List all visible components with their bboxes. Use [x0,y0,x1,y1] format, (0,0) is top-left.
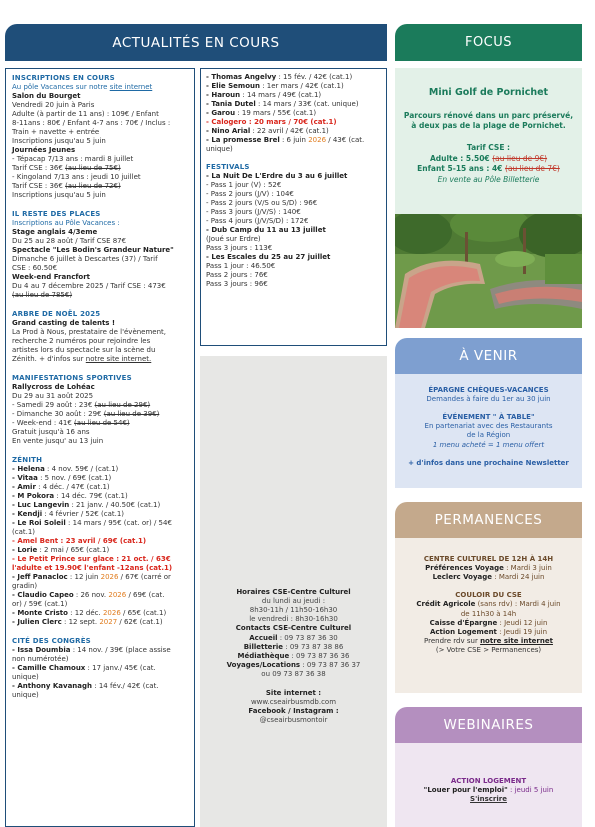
site-internet-link[interactable]: site internet [109,83,153,91]
section-congres: CITÉ DES CONGRÈS - Issa Doumbia : 14 nov. / 39€ (place assise non numérotée) - Camille Chamoux : 17 janv./ 45€ (cat. unique) - Anthony Kavanagh : 14 fév./ 42€ (cat. unique) [12,637,190,700]
social-handle[interactable]: @cseairbusmontoir [259,716,328,725]
site-internet-link[interactable]: notre site internet [480,637,553,646]
webinaires-box: ACTION LOGEMENT "Louer pour l'emploi" : jeudi 5 juin S'inscrire [395,743,582,827]
list-item: - Haroun : 14 mars / 49€ (cat.1) [206,91,322,99]
webinaires-header: WEBINAIRES [395,707,582,743]
list-item: - La promesse Brel : 6 juin 2026 / 43€ (cat. [206,136,365,144]
list-item: - Amel Bent : 23 avril / 69€ (cat.1) [12,537,147,545]
focus-box: Mini Golf de Pornichet Parcours rénové dans un parc préservé, à deux pas de la plage de Pornichet. Tarif CSE : Adulte : 5.50€ (au lieu de 9€) Enfant 5-15 ans : 4€ (au lieu de 7€) En vente au Pôle Billetterie [395,68,582,214]
list-item: - Luc Langevin : 21 janv. / 40.50€ (cat.1) [12,501,161,509]
list-item: - Anthony Kavanagh : 14 fév./ 42€ (cat. [12,682,159,690]
list-item: - M Pokora : 14 déc. 79€ (cat.1) [12,492,128,500]
list-item: - Thomas Angelvy : 15 fév. / 42€ (cat.1) [206,73,353,81]
list-item: - Le Roi Soleil : 14 mars / 95€ (cat. or) / 54€ [12,519,172,527]
section-sport: MANIFESTATIONS SPORTIVES Rallycross de Lohéac Du 29 au 31 août 2025 - Samedi 29 août : 23€ (au lieu de 29€) - Dimanche 30 août : 29€ (au lieu de 39€) - Week-end : 41€ (au lieu de 54€) Gratuit jusqu'à 16 ans En vente jusqu' au 13 juin [12,374,190,446]
list-item: - Issa Doumbia : 14 nov. / 39€ (place assise [12,646,171,654]
section-title: IL RESTE DES PLACES [12,210,101,218]
permanences-box: CENTRE CULTUREL DE 12H À 14H Préférences Voyage : Mardi 3 juin Leclerc Voyage : Mardi 24 juin COULOIR DU CSE Crédit Agricole (sans rdv) : Mardi 4 juin de 11h30 à 14h Caisse d'Épargne : Jeudi 12 juin Action Logement : Jeudi 19 juin Prendre rdv sur notre site internet (> Votre CSE > Permanences) [395,538,582,693]
section-title: FESTIVALS [206,163,250,171]
avenir-header: À VENIR [395,338,582,374]
list-item: - Le Petit Prince sur glace : 21 oct. / 63€ [12,555,171,563]
list-item: - Helena : 4 nov. 59€ / (cat.1) [12,465,119,473]
news-column-left [5,68,195,827]
section-title: INSCRIPTIONS EN COURS [12,74,115,82]
section-shows: - Thomas Angelvy : 15 fév. / 42€ (cat.1) - Elie Semoun : 1er mars / 42€ (cat.1) - Haroun : 14 mars / 49€ (cat.1) - Tania Dutel : 14 mars / 33€ (cat. unique) - Garou : 19 mars / 55€ (cat.1) - Calogero : 20 mars / 70€ (cat.1) - Nino Arial : 22 avril / 42€ (cat.1) - La promesse Brel : 6 juin 2026 / 43€ (cat. unique) [206,73,382,154]
list-item: - Claudio Capeo : 26 nov. 2026 / 69€ (cat. [12,591,165,599]
mini-golf-photo [395,214,582,328]
list-item: - Camille Chamoux : 17 janv./ 45€ (cat. [12,664,156,672]
section-festivals: FESTIVALS - La Nuit De L'Erdre du 3 au 6 juillet - Pass 1 jour (V) : 52€ - Pass 2 jours (J/V) : 104€ - Pass 2 jours (V/S ou S/D) : 96€ - Pass 3 jours (J/V/S) : 140€ - Pass 4 jours (J/V/S/D) : 172€ - Dub Camp du 11 au 13 juillet (Joué sur Erdre) Pass 3 jours : 113€ - Les Escales du 25 au 27 juillet Pass 1 jour : 46.50€ Pass 2 jours : 76€ Pass 3 jours : 96€ [206,163,382,289]
section-title: MANIFESTATIONS SPORTIVES [12,374,132,382]
list-item: - Garou : 19 mars / 55€ (cat.1) [206,109,317,117]
section-arbre-noel: ARBRE DE NOËL 2025 Grand casting de talents ! La Prod à Nous, prestataire de l'évènement, recherche 2 numéros pour rejoindre les artistes lors du spectacle sur la scène du Zénith. + d'infos sur notre site internet. [12,310,190,364]
list-item: - Elie Semoun : 1er mars / 42€ (cat.1) [206,82,344,90]
list-item: - Nino Arial : 22 avril / 42€ (cat.1) [206,127,329,135]
news-column-middle [200,68,387,346]
list-item: - Amir : 4 déc. / 47€ (cat.1) [12,483,110,491]
list-item: - Jeff Panacloc : 12 juin 2026 / 67€ (carré or [12,573,171,581]
section-title: ZÉNITH [12,456,43,464]
inscrire-link[interactable]: S'inscrire [470,795,507,804]
site-internet-link[interactable]: notre site internet. [85,355,152,363]
list-item: - Calogero : 20 mars / 70€ (cat.1) [206,118,337,126]
list-item: - Vitaa : 5 nov. / 69€ (cat.1) [12,474,112,482]
section-title: ARBRE DE NOËL 2025 [12,310,101,318]
list-item: - Kendji : 4 février / 52€ (cat.1) [12,510,125,518]
news-header: ACTUALITÉS EN COURS [5,24,387,61]
section-title: CITÉ DES CONGRÈS [12,637,91,645]
list-item: - Monte Cristo : 12 déc. 2026 / 65€ (cat.1) [12,609,167,617]
website-link[interactable]: www.cseairbusmdb.com [250,697,337,706]
list-item: - Julien Clerc : 12 sept. 2027 / 62€ (cat.1) [12,618,163,626]
permanences-header: PERMANENCES [395,502,582,538]
focus-header: FOCUS [395,24,582,61]
list-item: - Lorie : 2 mai / 65€ (cat.1) [12,546,110,554]
avenir-box: ÉPARGNE CHÈQUES-VACANCES Demandes à faire du 1er au 30 juin ÉVÉNEMENT " À TABLE" En partenariat avec des Restaurants de la Région 1 menu acheté = 1 menu offert + d'infos dans une prochaine Newsletter [395,374,582,488]
section-zenith: ZÉNITH - Helena : 4 nov. 59€ / (cat.1) - Vitaa : 5 nov. / 69€ (cat.1) - Amir : 4 déc. / 47€ (cat.1) - M Pokora : 14 déc. 79€ (cat.1) - Luc Langevin : 21 janv. / 40.50€ (cat.1) - Kendji : 4 février / 52€ (cat.1) - Le Roi Soleil : 14 mars / 95€ (cat. or) / 54€ (cat.1) - Amel Bent : 23 avril / 69€ (cat.1) - Lorie : 2 mai / 65€ (cat.1) - Le Petit Prince sur glace : 21 oct. / 63€ l'adulte et 19.90€ l'enfant -12ans (cat.1) - Jeff Panacloc : 12 juin 2026 / 67€ (carré or gradin) - Claudio Capeo : 26 nov. 2026 / 69€ (cat. or) / 59€ (cat.1) - Monte Cristo : 12 déc. 2026 / 65€ (cat.1) - Julien Clerc : 12 sept. 2027 / 62€ (cat.1) [12,456,190,627]
section-reste-places: IL RESTE DES PLACES Inscriptions au Pôle Vacances : Stage anglais 4/3eme Du 25 au 28 août / Tarif CSE 87€ Spectacle "Les Bodin's Grandeur Nature" Dimanche 6 juillet à Descartes (37) / Tarif CSE : 60.50€ Week-end Francfort Du 4 au 7 décembre 2025 / Tarif CSE : 473€ (au lieu de 785€) [12,210,190,300]
list-item: - Tania Dutel : 14 mars / 33€ (cat. unique) [206,100,359,108]
focus-title: Mini Golf de Pornichet [428,87,549,98]
section-inscriptions: INSCRIPTIONS EN COURS Au pôle Vacances sur notre site internet Salon du Bourget Vendredi 20 juin à Paris Adulte (à partir de 11 ans) : 109€ / Enfant 8-11ans : 80€ / Enfant 4-7 ans : 70€ / Inclus : Train + navette + entrée Inscriptions jusqu'au 5 juin Journées Jeunes - Tépacap 7/13 ans : mardi 8 juillet Tarif CSE : 36€ (au lieu de 75€) - Kingoland 7/13 ans : jeudi 10 juillet Tarif CSE : 36€ (au lieu de 72€) Inscriptions jusqu'au 5 juin [12,74,190,200]
horaires-contacts-box: Horaires CSE-Centre Culturel du lundi au jeudi : 8h30-11h / 11h50-16h30 le vendredi : 8h30-16h30 Contacts CSE-Centre Culturel Accueil : 09 73 87 36 30 Billetterie : 09 73 87 38 86 Médiathèque : 09 73 87 36 36 Voyages/Locations : 09 73 87 36 37 ou 09 73 87 36 38 Site internet : www.cseairbusmdb.com Facebook / Instagram : @cseairbusmontoir [200,356,387,827]
